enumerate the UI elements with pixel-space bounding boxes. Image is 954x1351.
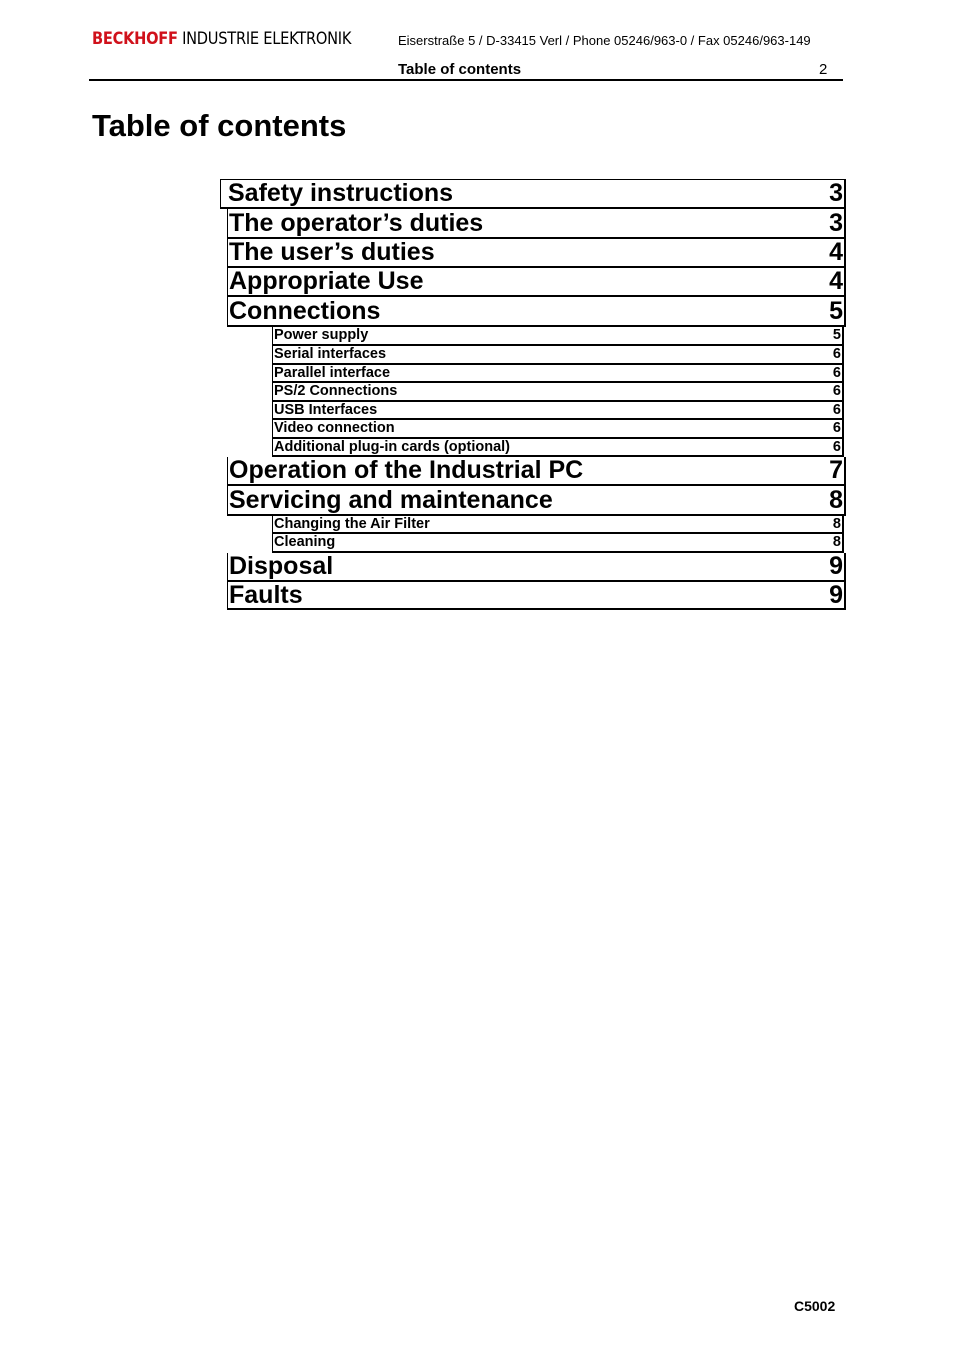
toc-entry-label: Parallel interface	[274, 365, 391, 381]
toc-entry-page: 9	[829, 582, 843, 609]
toc-entry-page: 6	[832, 439, 841, 455]
toc-entry-label: The user’s duties	[229, 239, 435, 266]
toc-entry-page: 8	[829, 486, 843, 514]
toc-entry[interactable]	[227, 239, 846, 268]
logo-subtitle: INDUSTRIE ELEKTRONIK	[182, 29, 352, 49]
toc-entry-label: Servicing and maintenance	[229, 486, 553, 514]
logo-brand: BECKHOFF	[92, 29, 178, 49]
toc-entry[interactable]	[227, 268, 846, 297]
running-title: Table of contents	[398, 61, 522, 78]
toc-entry-page: 5	[829, 297, 843, 325]
header-rule	[89, 79, 843, 81]
toc-entry[interactable]	[227, 486, 846, 516]
toc-entry-page: 5	[832, 327, 841, 344]
toc-entry-page: 3	[829, 179, 843, 207]
toc-entry[interactable]	[227, 297, 846, 327]
toc-entry-page: 8	[832, 516, 841, 532]
toc-subentry[interactable]	[272, 365, 844, 383]
page-number: 2	[819, 61, 828, 78]
toc-entry[interactable]	[227, 553, 846, 582]
toc-entry[interactable]	[227, 209, 846, 239]
page-title: Table of contents	[92, 108, 347, 143]
toc-entry-page: 8	[832, 534, 841, 551]
toc-subentry[interactable]	[272, 439, 844, 457]
toc-entry-label: Safety instructions	[228, 179, 454, 207]
toc-subentry[interactable]	[272, 383, 844, 402]
toc-entry-label: Appropriate Use	[229, 268, 424, 295]
toc-entry[interactable]	[227, 457, 846, 486]
toc-entry-label: USB Interfaces	[274, 402, 378, 418]
toc-entry-page: 6	[832, 346, 841, 363]
toc-entry-label: Cleaning	[274, 534, 336, 551]
header-address: Eiserstraße 5 / D-33415 Verl / Phone 05246/963-0 / Fax 05246/963-149	[398, 33, 811, 48]
toc-entry-label: Faults	[229, 582, 303, 609]
toc-entry-label: Video connection	[274, 420, 395, 437]
toc-subentry[interactable]	[272, 327, 844, 346]
toc-entry-page: 3	[829, 209, 843, 237]
toc-subentry[interactable]	[272, 420, 844, 439]
toc-entry-label: Changing the Air Filter	[274, 516, 430, 532]
toc-entry-label: The operator’s duties	[229, 209, 484, 237]
toc-entry-label: Operation of the Industrial PC	[229, 457, 584, 484]
toc-entry[interactable]	[220, 179, 846, 209]
toc-entry-page: 7	[829, 457, 843, 484]
toc-entry-page: 4	[829, 268, 843, 295]
beckhoff-logo	[92, 29, 351, 49]
toc-entry-page: 6	[832, 402, 841, 418]
toc-entry-page: 9	[829, 553, 843, 580]
toc-entry-label: Connections	[229, 297, 381, 325]
toc-entry-label: Serial interfaces	[274, 346, 387, 363]
toc-entry-label: Power supply	[274, 327, 369, 344]
toc-subentry[interactable]	[272, 516, 844, 534]
toc-entry[interactable]	[227, 582, 846, 610]
toc-entry-page: 4	[829, 239, 843, 266]
toc-entry-page: 6	[832, 383, 841, 400]
toc-entry-label: Additional plug-in cards (optional)	[274, 439, 511, 455]
toc-subentry[interactable]	[272, 534, 844, 553]
toc-entry-label: PS/2 Connections	[274, 383, 398, 400]
toc-subentry[interactable]	[272, 402, 844, 420]
document-code: C5002	[794, 1298, 836, 1314]
toc-subentry[interactable]	[272, 346, 844, 365]
toc-entry-page: 6	[832, 420, 841, 437]
toc-entry-label: Disposal	[229, 553, 334, 580]
toc-entry-page: 6	[832, 365, 841, 381]
